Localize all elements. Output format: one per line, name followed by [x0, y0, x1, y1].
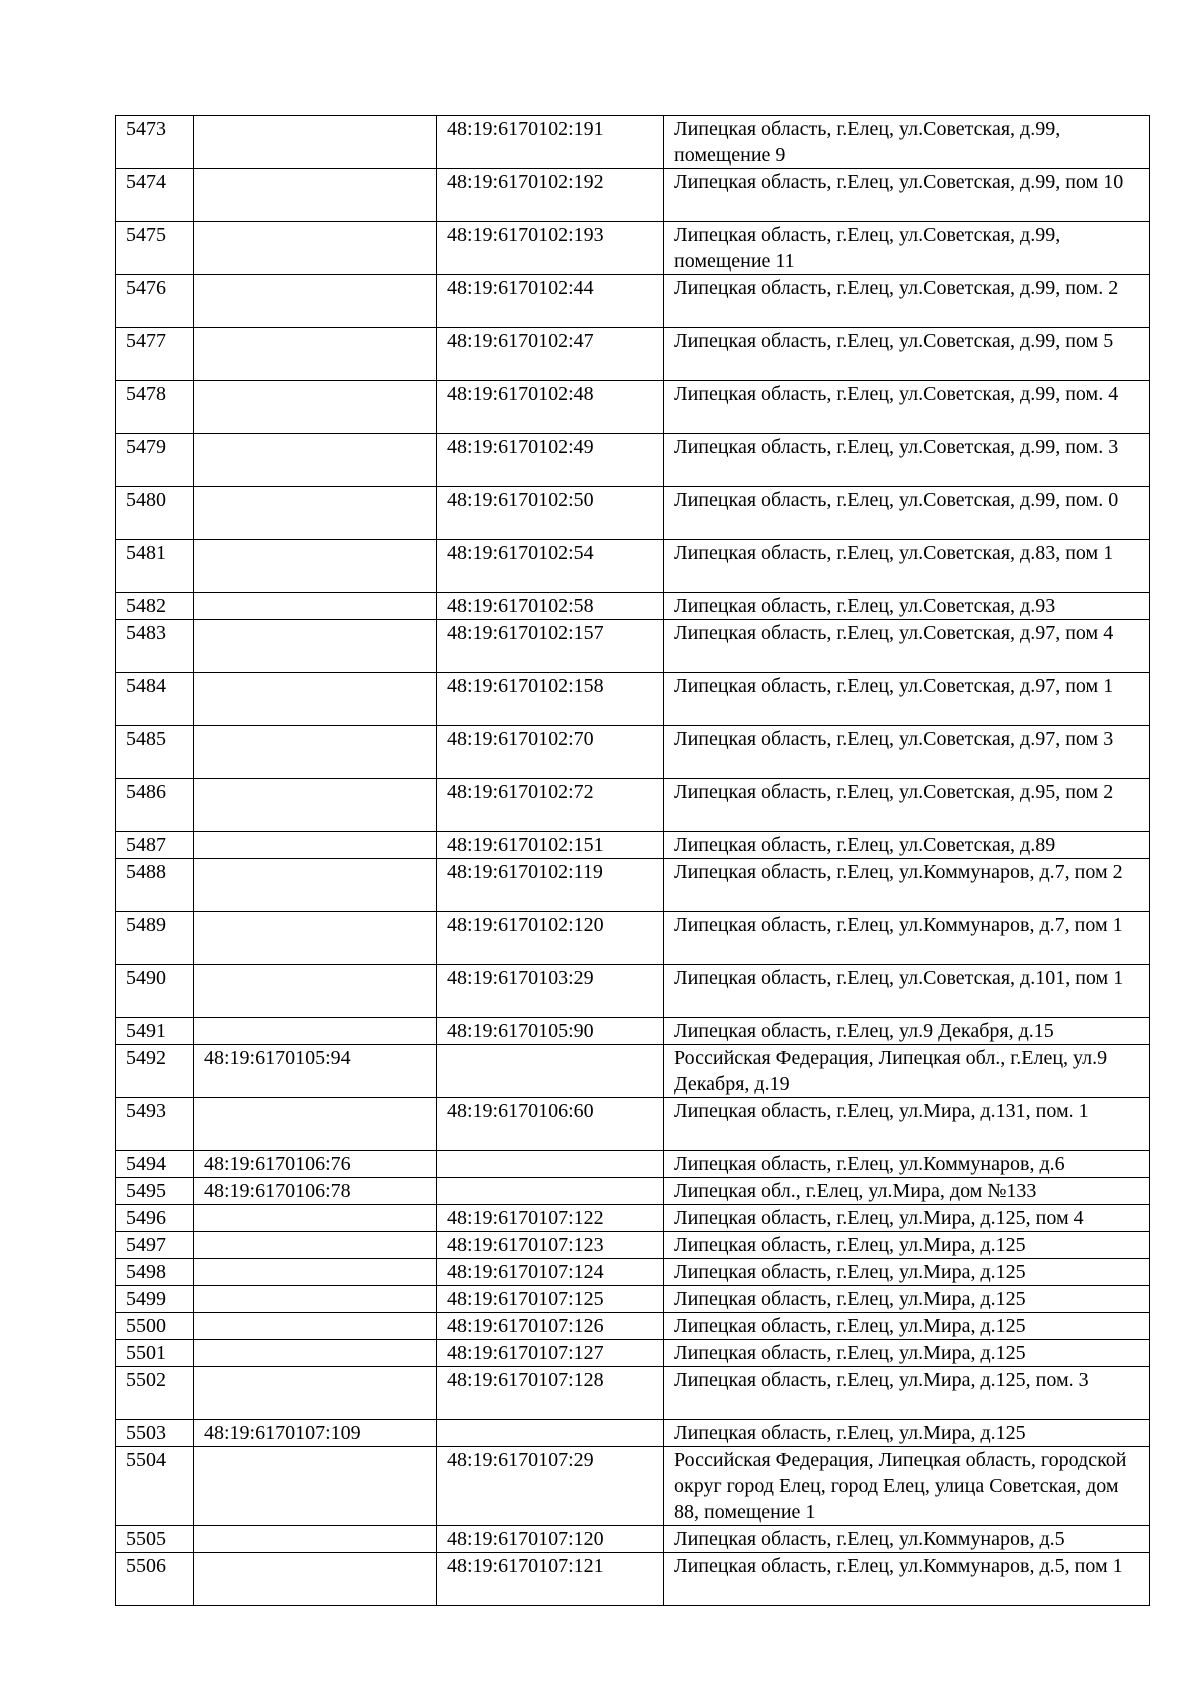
table-row: [116, 832, 1150, 859]
row-number-cell: 5475: [116, 222, 194, 275]
table-row: [116, 1553, 1150, 1606]
address-cell: Липецкая область, г.Елец, ул.Мира, д.125: [664, 1313, 1150, 1340]
cadastral-number-cell: 48:19:6170105:90: [437, 1018, 664, 1045]
address-cell: Липецкая область, г.Елец, ул.Советская, д.83, пом 1: [664, 540, 1150, 593]
cadastral-number-cell: 48:19:6170107:122: [437, 1205, 664, 1232]
cadastral-parcel-cell: [194, 1232, 437, 1259]
address-cell: Липецкая область, г.Елец, ул.Советская, д.89: [664, 832, 1150, 859]
cadastral-number-cell: 48:19:6170102:120: [437, 912, 664, 965]
cadastral-parcel-cell: [194, 1553, 437, 1606]
cadastral-parcel-cell: [194, 1286, 437, 1313]
row-number-cell: 5489: [116, 912, 194, 965]
row-number-cell: 5477: [116, 328, 194, 381]
row-number-cell: 5504: [116, 1447, 194, 1526]
address-cell: Липецкая область, г.Елец, ул.Советская, д.99, пом. 0: [664, 487, 1150, 540]
address-cell: Липецкая область, г.Елец, ул.Советская, д.93: [664, 593, 1150, 620]
cadastral-number-cell: 48:19:6170107:125: [437, 1286, 664, 1313]
table-row: [116, 328, 1150, 381]
address-cell: Липецкая область, г.Елец, ул.9 Декабря, д.15: [664, 1018, 1150, 1045]
address-cell: Липецкая область, г.Елец, ул.Советская, д.97, пом 1: [664, 673, 1150, 726]
cadastral-number-cell: 48:19:6170107:123: [437, 1232, 664, 1259]
cadastral-number-cell: 48:19:6170102:50: [437, 487, 664, 540]
cadastral-parcel-cell: 48:19:6170106:76: [194, 1151, 437, 1178]
table-row: [116, 593, 1150, 620]
row-number-cell: 5496: [116, 1205, 194, 1232]
table-row: [116, 859, 1150, 912]
address-cell: Липецкая область, г.Елец, ул.Советская, д.99, пом 10: [664, 169, 1150, 222]
row-number-cell: 5503: [116, 1420, 194, 1447]
table-row: [116, 381, 1150, 434]
cadastral-number-cell: 48:19:6170102:191: [437, 116, 664, 169]
cadastral-parcel-cell: [194, 1313, 437, 1340]
table-row: [116, 1313, 1150, 1340]
cadastral-number-cell: 48:19:6170102:58: [437, 593, 664, 620]
row-number-cell: 5494: [116, 1151, 194, 1178]
row-number-cell: 5481: [116, 540, 194, 593]
cadastral-parcel-cell: [194, 487, 437, 540]
cadastral-number-cell: 48:19:6170107:128: [437, 1367, 664, 1420]
row-number-cell: 5484: [116, 673, 194, 726]
cadastral-number-cell: 48:19:6170102:119: [437, 859, 664, 912]
cadastral-parcel-cell: [194, 779, 437, 832]
address-cell: Липецкая область, г.Елец, ул.Советская, д.95, пом 2: [664, 779, 1150, 832]
cadastral-number-cell: 48:19:6170102:157: [437, 620, 664, 673]
address-cell: Липецкая область, г.Елец, ул.Мира, д.125: [664, 1340, 1150, 1367]
cadastral-number-cell: 48:19:6170102:49: [437, 434, 664, 487]
cadastral-number-cell: 48:19:6170102:48: [437, 381, 664, 434]
cadastral-number-cell: [437, 1178, 664, 1205]
row-number-cell: 5480: [116, 487, 194, 540]
cadastral-parcel-cell: [194, 381, 437, 434]
cadastral-number-cell: 48:19:6170102:151: [437, 832, 664, 859]
table-row: [116, 1286, 1150, 1313]
cadastral-number-cell: 48:19:6170107:124: [437, 1259, 664, 1286]
address-cell: Липецкая область, г.Елец, ул.Мира, д.125, пом 4: [664, 1205, 1150, 1232]
address-cell: Липецкая область, г.Елец, ул.Советская, д.99, пом 5: [664, 328, 1150, 381]
cadastral-parcel-cell: [194, 222, 437, 275]
cadastral-number-cell: 48:19:6170107:120: [437, 1526, 664, 1553]
cadastral-parcel-cell: [194, 620, 437, 673]
cadastral-parcel-cell: [194, 1098, 437, 1151]
registry-table-body: [116, 116, 1150, 1606]
cadastral-parcel-cell: [194, 859, 437, 912]
row-number-cell: 5499: [116, 1286, 194, 1313]
address-cell: Липецкая область, г.Елец, ул.Советская, д.99, пом. 4: [664, 381, 1150, 434]
cadastral-parcel-cell: [194, 965, 437, 1018]
table-row: [116, 434, 1150, 487]
table-row: [116, 1018, 1150, 1045]
cadastral-parcel-cell: [194, 1526, 437, 1553]
table-row: [116, 487, 1150, 540]
address-cell: Липецкая область, г.Елец, ул.Советская, д.101, пом 1: [664, 965, 1150, 1018]
table-row: [116, 1420, 1150, 1447]
row-number-cell: 5488: [116, 859, 194, 912]
row-number-cell: 5486: [116, 779, 194, 832]
table-row: [116, 1178, 1150, 1205]
address-cell: Липецкая область, г.Елец, ул.Мира, д.125: [664, 1232, 1150, 1259]
table-row: [116, 1098, 1150, 1151]
address-cell: Липецкая область, г.Елец, ул.Советская, д.99, помещение 11: [664, 222, 1150, 275]
row-number-cell: 5502: [116, 1367, 194, 1420]
cadastral-number-cell: 48:19:6170102:47: [437, 328, 664, 381]
cadastral-parcel-cell: [194, 1205, 437, 1232]
row-number-cell: 5505: [116, 1526, 194, 1553]
address-cell: Липецкая область, г.Елец, ул.Советская, д.97, пом 3: [664, 726, 1150, 779]
row-number-cell: 5485: [116, 726, 194, 779]
cadastral-parcel-cell: [194, 1018, 437, 1045]
table-row: [116, 1447, 1150, 1526]
cadastral-number-cell: [437, 1045, 664, 1098]
table-row: [116, 116, 1150, 169]
cadastral-number-cell: [437, 1151, 664, 1178]
table-row: [116, 1259, 1150, 1286]
cadastral-parcel-cell: [194, 593, 437, 620]
address-cell: Липецкая область, г.Елец, ул.Коммунаров, д.7, пом 2: [664, 859, 1150, 912]
cadastral-parcel-cell: [194, 912, 437, 965]
row-number-cell: 5506: [116, 1553, 194, 1606]
address-cell: Липецкая область, г.Елец, ул.Мира, д.131, пом. 1: [664, 1098, 1150, 1151]
address-cell: Липецкая область, г.Елец, ул.Коммунаров, д.6: [664, 1151, 1150, 1178]
cadastral-number-cell: 48:19:6170107:127: [437, 1340, 664, 1367]
cadastral-number-cell: 48:19:6170107:29: [437, 1447, 664, 1526]
row-number-cell: 5482: [116, 593, 194, 620]
row-number-cell: 5476: [116, 275, 194, 328]
table-row: [116, 1045, 1150, 1098]
row-number-cell: 5478: [116, 381, 194, 434]
row-number-cell: 5473: [116, 116, 194, 169]
cadastral-parcel-cell: [194, 1447, 437, 1526]
address-cell: Российская Федерация, Липецкая область, городской округ город Елец, город Елец, улица Советская, дом 88, помещение 1: [664, 1447, 1150, 1526]
cadastral-number-cell: 48:19:6170103:29: [437, 965, 664, 1018]
address-cell: Липецкая область, г.Елец, ул.Коммунаров, д.7, пом 1: [664, 912, 1150, 965]
row-number-cell: 5492: [116, 1045, 194, 1098]
cadastral-number-cell: 48:19:6170102:44: [437, 275, 664, 328]
address-cell: Липецкая область, г.Елец, ул.Мира, д.125: [664, 1420, 1150, 1447]
table-row: [116, 673, 1150, 726]
cadastral-parcel-cell: [194, 1340, 437, 1367]
cadastral-number-cell: [437, 1420, 664, 1447]
cadastral-number-cell: 48:19:6170102:192: [437, 169, 664, 222]
table-row: [116, 1367, 1150, 1420]
row-number-cell: 5495: [116, 1178, 194, 1205]
cadastral-parcel-cell: [194, 328, 437, 381]
address-cell: Липецкая область, г.Елец, ул.Мира, д.125: [664, 1286, 1150, 1313]
cadastral-parcel-cell: 48:19:6170105:94: [194, 1045, 437, 1098]
cadastral-number-cell: 48:19:6170102:193: [437, 222, 664, 275]
table-row: [116, 912, 1150, 965]
table-row: [116, 726, 1150, 779]
cadastral-number-cell: 48:19:6170102:158: [437, 673, 664, 726]
cadastral-parcel-cell: [194, 1259, 437, 1286]
address-cell: Липецкая область, г.Елец, ул.Мира, д.125: [664, 1259, 1150, 1286]
address-cell: Липецкая область, г.Елец, ул.Советская, д.99, пом. 2: [664, 275, 1150, 328]
row-number-cell: 5497: [116, 1232, 194, 1259]
table-row: [116, 620, 1150, 673]
cadastral-parcel-cell: [194, 116, 437, 169]
table-row: [116, 275, 1150, 328]
cadastral-parcel-cell: [194, 275, 437, 328]
row-number-cell: 5479: [116, 434, 194, 487]
table-row: [116, 1151, 1150, 1178]
table-row: [116, 965, 1150, 1018]
cadastral-parcel-cell: [194, 673, 437, 726]
cadastral-parcel-cell: 48:19:6170107:109: [194, 1420, 437, 1447]
address-cell: Липецкая область, г.Елец, ул.Советская, д.97, пом 4: [664, 620, 1150, 673]
row-number-cell: 5474: [116, 169, 194, 222]
cadastral-parcel-cell: 48:19:6170106:78: [194, 1178, 437, 1205]
cadastral-number-cell: 48:19:6170106:60: [437, 1098, 664, 1151]
cadastral-number-cell: 48:19:6170102:54: [437, 540, 664, 593]
address-cell: Липецкая обл., г.Елец, ул.Мира, дом №133: [664, 1178, 1150, 1205]
cadastral-parcel-cell: [194, 726, 437, 779]
cadastral-parcel-cell: [194, 1367, 437, 1420]
table-row: [116, 169, 1150, 222]
cadastral-parcel-cell: [194, 169, 437, 222]
cadastral-number-cell: 48:19:6170107:121: [437, 1553, 664, 1606]
address-cell: Липецкая область, г.Елец, ул.Коммунаров, д.5: [664, 1526, 1150, 1553]
row-number-cell: 5500: [116, 1313, 194, 1340]
row-number-cell: 5483: [116, 620, 194, 673]
row-number-cell: 5498: [116, 1259, 194, 1286]
cadastral-parcel-cell: [194, 832, 437, 859]
row-number-cell: 5493: [116, 1098, 194, 1151]
cadastral-number-cell: 48:19:6170107:126: [437, 1313, 664, 1340]
cadastral-parcel-cell: [194, 434, 437, 487]
row-number-cell: 5490: [116, 965, 194, 1018]
cadastral-number-cell: 48:19:6170102:70: [437, 726, 664, 779]
address-cell: Липецкая область, г.Елец, ул.Коммунаров, д.5, пом 1: [664, 1553, 1150, 1606]
cadastral-number-cell: 48:19:6170102:72: [437, 779, 664, 832]
address-cell: Российская Федерация, Липецкая обл., г.Елец, ул.9 Декабря, д.19: [664, 1045, 1150, 1098]
table-row: [116, 779, 1150, 832]
table-row: [116, 222, 1150, 275]
table-row: [116, 1232, 1150, 1259]
row-number-cell: 5491: [116, 1018, 194, 1045]
table-row: [116, 1526, 1150, 1553]
table-row: [116, 540, 1150, 593]
address-cell: Липецкая область, г.Елец, ул.Мира, д.125, пом. 3: [664, 1367, 1150, 1420]
row-number-cell: 5487: [116, 832, 194, 859]
address-cell: Липецкая область, г.Елец, ул.Советская, д.99, пом. 3: [664, 434, 1150, 487]
table-row: [116, 1205, 1150, 1232]
cadastral-parcel-cell: [194, 540, 437, 593]
table-row: [116, 1340, 1150, 1367]
row-number-cell: 5501: [116, 1340, 194, 1367]
address-cell: Липецкая область, г.Елец, ул.Советская, д.99, помещение 9: [664, 116, 1150, 169]
property-registry-table: [115, 115, 1150, 1606]
